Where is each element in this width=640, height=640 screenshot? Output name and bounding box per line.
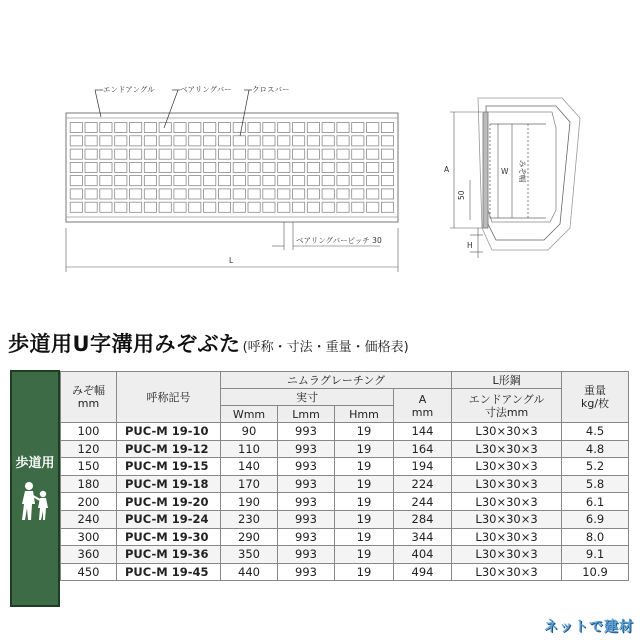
label-end-angle: エンドアングル <box>103 85 155 94</box>
grating-cell <box>307 149 319 159</box>
grating-cell <box>115 149 127 159</box>
grating-cell <box>248 136 260 146</box>
grating-cell <box>218 123 230 133</box>
table-cell-weight: 9.1 <box>562 546 629 564</box>
grating-cell <box>144 162 156 172</box>
grating-cell <box>144 123 156 133</box>
table-cell-weight: 5.2 <box>562 458 629 476</box>
grating-cell <box>248 162 260 172</box>
table-cell-h: 19 <box>335 510 394 528</box>
table-cell-mizo: 180 <box>61 475 117 493</box>
table-cell-w: 290 <box>221 528 278 546</box>
grating-cell <box>322 123 334 133</box>
watermark-logo: ネットで建材 <box>544 619 634 635</box>
grating-cell <box>263 189 275 199</box>
table-cell-w: 110 <box>221 440 278 458</box>
grating-cell <box>218 149 230 159</box>
grating-cell <box>189 189 201 199</box>
grating-cell <box>70 189 82 199</box>
grating-cell <box>278 136 290 146</box>
grating-cell <box>263 149 275 159</box>
table-row <box>61 510 629 528</box>
title-main: 歩道用U字溝用みぞぶた <box>8 332 241 356</box>
grating-cell <box>278 189 290 199</box>
table-cell-h: 19 <box>335 475 394 493</box>
grating-cell <box>278 176 290 186</box>
table-cell-angle: L30×30×3 <box>452 475 562 493</box>
header-code: 呼称記号 <box>117 372 221 423</box>
grating-cell <box>307 189 319 199</box>
grating-cell <box>233 176 245 186</box>
grating-cell <box>130 202 142 212</box>
grating-cell <box>307 176 319 186</box>
table-cell-mizo: 150 <box>61 458 117 476</box>
table-cell-l: 993 <box>278 423 335 441</box>
table-row <box>61 458 629 476</box>
grating-cell <box>144 202 156 212</box>
header-lkei: L形鋼 <box>452 372 562 389</box>
grating-cell <box>115 123 127 133</box>
grating-cell <box>381 149 393 159</box>
grating-cell <box>204 202 216 212</box>
grating-cell <box>100 149 112 159</box>
table-cell-code: PUC-M 19-36 <box>117 546 221 564</box>
grating-cell <box>189 162 201 172</box>
table-cell-code: PUC-M 19-20 <box>117 493 221 511</box>
spec-table <box>60 371 629 581</box>
table-row <box>61 563 629 581</box>
grating-cell <box>100 189 112 199</box>
grating-cell <box>189 202 201 212</box>
grating-cell <box>233 149 245 159</box>
table-cell-angle: L30×30×3 <box>452 546 562 564</box>
grating-cell <box>85 162 97 172</box>
grating-cell <box>293 123 305 133</box>
table-cell-angle: L30×30×3 <box>452 493 562 511</box>
table-cell-h: 19 <box>335 458 394 476</box>
table-row <box>61 493 629 511</box>
grating-cell <box>218 202 230 212</box>
pedestrian-icon <box>18 480 54 522</box>
grating-cell <box>263 176 275 186</box>
grating-cell <box>322 176 334 186</box>
grating-cell <box>204 162 216 172</box>
grating-cell <box>337 189 349 199</box>
grating-cell <box>130 149 142 159</box>
table-cell-l: 993 <box>278 510 335 528</box>
header-mizohaba: みぞ幅 mm <box>61 372 117 423</box>
grating-cell <box>352 189 364 199</box>
grating-cell <box>263 202 275 212</box>
grating-cell <box>293 149 305 159</box>
grating-cell <box>115 189 127 199</box>
grating-cell <box>174 136 186 146</box>
grating-cell <box>189 123 201 133</box>
table-cell-a: 494 <box>394 563 452 581</box>
table-cell-code: PUC-M 19-18 <box>117 475 221 493</box>
table-cell-angle: L30×30×3 <box>452 423 562 441</box>
grating-cell <box>307 162 319 172</box>
table-cell-weight: 5.8 <box>562 475 629 493</box>
grating-cell <box>248 149 260 159</box>
grating-cell <box>233 136 245 146</box>
table-cell-angle: L30×30×3 <box>452 458 562 476</box>
grating-cell <box>322 149 334 159</box>
grating-cell <box>381 189 393 199</box>
table-cell-weight: 8.0 <box>562 528 629 546</box>
table-row <box>61 475 629 493</box>
grating-cell <box>307 136 319 146</box>
label-bearing-pitch: ベアリングバーピッチ 30 <box>296 236 382 245</box>
grating-cell <box>218 189 230 199</box>
label-mizohaba: みぞ幅 <box>518 160 527 183</box>
grating-cell <box>159 162 171 172</box>
table-cell-weight: 4.8 <box>562 440 629 458</box>
page-title <box>8 328 409 358</box>
grating-cell <box>352 123 364 133</box>
grating-cell <box>85 189 97 199</box>
grating-cell <box>204 189 216 199</box>
grating-cell <box>218 136 230 146</box>
grating-cell <box>130 136 142 146</box>
table-cell-w: 190 <box>221 493 278 511</box>
grating-cell <box>352 202 364 212</box>
table-cell-mizo: 120 <box>61 440 117 458</box>
table-cell-code: PUC-M 19-10 <box>117 423 221 441</box>
grating-cell <box>278 202 290 212</box>
grating-cell <box>337 136 349 146</box>
table-cell-h: 19 <box>335 493 394 511</box>
grating-cell <box>381 123 393 133</box>
table-cell-weight: 6.1 <box>562 493 629 511</box>
table-cell-mizo: 450 <box>61 563 117 581</box>
table-cell-code: PUC-M 19-15 <box>117 458 221 476</box>
table-cell-w: 440 <box>221 563 278 581</box>
grating-cell <box>248 189 260 199</box>
header-L: Lmm <box>278 406 335 423</box>
grating-cell <box>204 123 216 133</box>
table-cell-mizo: 200 <box>61 493 117 511</box>
table-row <box>61 440 629 458</box>
table-cell-mizo: 360 <box>61 546 117 564</box>
table-cell-l: 993 <box>278 493 335 511</box>
grating-cell <box>367 176 379 186</box>
grating-cell <box>70 123 82 133</box>
table-cell-a: 194 <box>394 458 452 476</box>
header-end-angle: エンドアングル 寸法mm <box>452 389 562 423</box>
grating-cell <box>263 136 275 146</box>
label-cross-bar: クロスバー <box>252 85 290 94</box>
grating-cell <box>174 176 186 186</box>
table-cell-code: PUC-M 19-45 <box>117 563 221 581</box>
grating-cell <box>367 162 379 172</box>
table-cell-weight: 4.5 <box>562 423 629 441</box>
header-weight: 重量 kg/枚 <box>562 372 629 423</box>
grating-cell <box>85 202 97 212</box>
grating-cell <box>322 189 334 199</box>
table-cell-w: 140 <box>221 458 278 476</box>
grating-cell <box>159 136 171 146</box>
grating-cell <box>70 202 82 212</box>
table-cell-code: PUC-M 19-12 <box>117 440 221 458</box>
grating-cell <box>367 149 379 159</box>
table-cell-angle: L30×30×3 <box>452 440 562 458</box>
label-W: W <box>501 167 509 176</box>
grating-cell <box>70 176 82 186</box>
table-cell-h: 19 <box>335 563 394 581</box>
grating-cell <box>174 189 186 199</box>
grating-cell <box>352 136 364 146</box>
table-cell-l: 993 <box>278 475 335 493</box>
table-cell-mizo: 100 <box>61 423 117 441</box>
grating-cell <box>204 136 216 146</box>
table-cell-w: 170 <box>221 475 278 493</box>
table-cell-w: 350 <box>221 546 278 564</box>
grating-cell <box>337 162 349 172</box>
table-cell-w: 230 <box>221 510 278 528</box>
table-cell-h: 19 <box>335 546 394 564</box>
grating-cell <box>352 176 364 186</box>
grating-mesh <box>70 123 393 213</box>
grating-cell <box>367 202 379 212</box>
grating-cell <box>337 202 349 212</box>
table-cell-h: 19 <box>335 528 394 546</box>
grating-cell <box>174 123 186 133</box>
grating-cell <box>293 176 305 186</box>
grating-cell <box>174 162 186 172</box>
grating-cell <box>85 136 97 146</box>
grating-cell <box>233 123 245 133</box>
cross-section <box>478 98 580 250</box>
grating-cell <box>70 136 82 146</box>
grating-cell <box>115 202 127 212</box>
grating-cell <box>100 202 112 212</box>
grating-cell <box>293 189 305 199</box>
grating-cell <box>159 202 171 212</box>
table-cell-mizo: 300 <box>61 528 117 546</box>
table-row <box>61 423 629 441</box>
grating-cell <box>130 176 142 186</box>
grating-cell <box>144 176 156 186</box>
grating-cell <box>337 123 349 133</box>
grating-cell <box>70 162 82 172</box>
grating-cell <box>100 123 112 133</box>
table-cell-weight: 6.9 <box>562 510 629 528</box>
label-A: A <box>444 165 450 174</box>
grating-cell <box>352 149 364 159</box>
grating-cell <box>100 136 112 146</box>
grating-cell <box>115 176 127 186</box>
table-cell-l: 993 <box>278 563 335 581</box>
grating-cell <box>293 202 305 212</box>
grating-cell <box>85 123 97 133</box>
table-cell-l: 993 <box>278 440 335 458</box>
table-cell-l: 993 <box>278 458 335 476</box>
table-cell-angle: L30×30×3 <box>452 563 562 581</box>
label-length: L <box>229 256 234 265</box>
grating-cell <box>278 123 290 133</box>
grating-plan-outline <box>66 113 398 222</box>
grating-cell <box>130 123 142 133</box>
table-cell-weight: 10.9 <box>562 563 629 581</box>
table-cell-h: 19 <box>335 440 394 458</box>
grating-cell <box>248 176 260 186</box>
grating-cell <box>381 176 393 186</box>
table-cell-a: 344 <box>394 528 452 546</box>
header-A: A mm <box>394 389 452 423</box>
grating-cell <box>144 189 156 199</box>
grating-cell <box>100 176 112 186</box>
header-W: Wmm <box>221 406 278 423</box>
grating-cell <box>204 176 216 186</box>
grating-cell <box>233 189 245 199</box>
table-cell-mizo: 240 <box>61 510 117 528</box>
label-H: H <box>467 241 473 250</box>
grating-cell <box>293 162 305 172</box>
grating-cell <box>293 136 305 146</box>
header-nimura: ニムラグレーチング <box>221 372 452 389</box>
table-cell-code: PUC-M 19-24 <box>117 510 221 528</box>
grating-cell <box>367 136 379 146</box>
side-category-label <box>10 370 60 607</box>
grating-cell <box>144 136 156 146</box>
grating-cell <box>159 189 171 199</box>
grating-cell <box>70 149 82 159</box>
grating-cell <box>85 176 97 186</box>
table-cell-l: 993 <box>278 546 335 564</box>
grating-cell <box>233 202 245 212</box>
grating-cell <box>263 162 275 172</box>
grating-cell <box>130 162 142 172</box>
header-H: Hmm <box>335 406 394 423</box>
grating-cell <box>115 136 127 146</box>
grating-cell <box>248 202 260 212</box>
table-cell-a: 244 <box>394 493 452 511</box>
grating-cell <box>337 149 349 159</box>
table-cell-a: 284 <box>394 510 452 528</box>
table-cell-a: 144 <box>394 423 452 441</box>
table-row <box>61 546 629 564</box>
grating-cell <box>130 189 142 199</box>
table-cell-a: 224 <box>394 475 452 493</box>
grating-cell <box>307 202 319 212</box>
grating-cell <box>381 202 393 212</box>
grating-cell <box>307 123 319 133</box>
grating-cell <box>204 149 216 159</box>
grating-cell <box>144 149 156 159</box>
grating-cell <box>174 202 186 212</box>
grating-cell <box>322 202 334 212</box>
table-cell-code: PUC-M 19-30 <box>117 528 221 546</box>
grating-cell <box>263 123 275 133</box>
grating-cell <box>367 189 379 199</box>
grating-cell <box>189 176 201 186</box>
grating-cell <box>189 149 201 159</box>
grating-cell <box>115 162 127 172</box>
grating-cell <box>352 162 364 172</box>
grating-cell <box>322 162 334 172</box>
grating-cell <box>189 136 201 146</box>
table-row <box>61 528 629 546</box>
table-cell-l: 993 <box>278 528 335 546</box>
grating-cell <box>159 149 171 159</box>
grating-cell <box>218 176 230 186</box>
grating-cell <box>218 162 230 172</box>
grating-cell <box>174 149 186 159</box>
table-cell-h: 19 <box>335 423 394 441</box>
grating-cell <box>85 149 97 159</box>
grating-cell <box>159 176 171 186</box>
grating-cell <box>381 162 393 172</box>
grating-cell <box>100 162 112 172</box>
grating-cell <box>233 162 245 172</box>
table-cell-angle: L30×30×3 <box>452 528 562 546</box>
title-sub: (呼称・寸法・重量・価格表) <box>242 340 409 355</box>
grating-cell <box>381 136 393 146</box>
table-cell-a: 404 <box>394 546 452 564</box>
grating-cell <box>278 149 290 159</box>
grating-cell <box>278 162 290 172</box>
header-jissun: 実寸 <box>221 389 394 406</box>
grating-cell <box>248 123 260 133</box>
table-cell-w: 90 <box>221 423 278 441</box>
table-cell-angle: L30×30×3 <box>452 510 562 528</box>
table-cell-a: 164 <box>394 440 452 458</box>
grating-cell <box>322 136 334 146</box>
label-50: 50 <box>457 190 466 200</box>
grating-cell <box>337 176 349 186</box>
label-bearing-bar: ベアリングバー <box>180 85 232 94</box>
side-label-text: 歩道用 <box>15 456 55 471</box>
grating-cell <box>367 123 379 133</box>
